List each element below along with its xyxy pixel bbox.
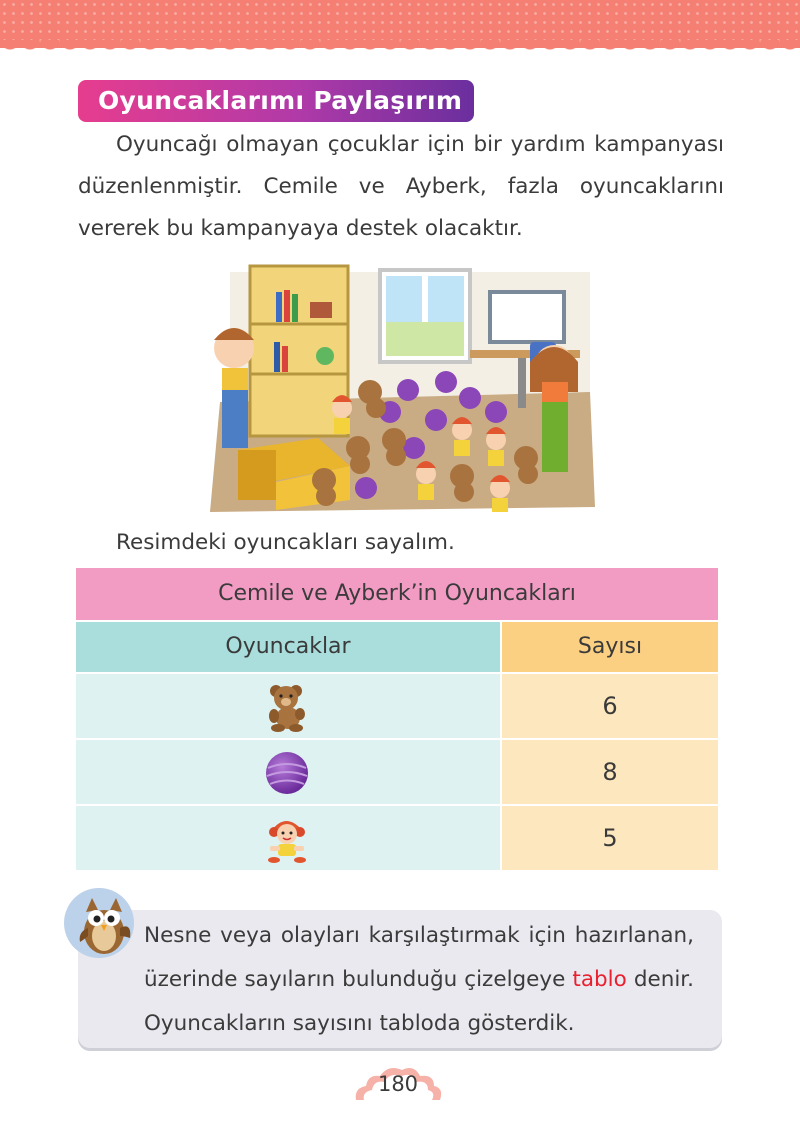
toys-table bbox=[76, 568, 718, 876]
info-text-after: denir. Oyuncakların sayısını tabloda gösterdik. bbox=[144, 967, 695, 1036]
top-scallop-edge bbox=[0, 40, 800, 62]
column-header-toys: Oyuncaklar bbox=[76, 622, 500, 672]
table-row-toy bbox=[76, 806, 500, 870]
column-header-count: Sayısı bbox=[502, 622, 718, 672]
count-instruction: Resimdeki oyuncakları sayalım. bbox=[116, 530, 455, 555]
page-title: Oyuncaklarımı Paylaşırım bbox=[78, 80, 474, 122]
purple-ball-icon bbox=[262, 748, 312, 798]
info-text bbox=[104, 914, 694, 1046]
info-text-before: Nesne veya olayları karşılaştırmak için hazırlanan, üzerinde sayıların bulunduğu çizelgeye bbox=[144, 923, 694, 992]
table-cell-count: 8 bbox=[502, 740, 718, 804]
highlight-term-tablo: tablo bbox=[572, 967, 627, 992]
window bbox=[380, 270, 470, 362]
page-number: 180 bbox=[377, 1072, 419, 1096]
doll-icon bbox=[262, 814, 312, 864]
room-illustration bbox=[200, 262, 600, 514]
table-row-toy bbox=[76, 740, 500, 804]
intro-paragraph: Oyuncağı olmayan çocuklar için bir yardım kampanyası düzenlenmiştir. Cemile ve Ayberk, fazla oyuncaklarını vererek bu kampanyaya destek olacaktır. bbox=[78, 132, 724, 241]
table-cell-count: 6 bbox=[502, 674, 718, 738]
table-title: Cemile ve Ayberk’in Oyuncakları bbox=[76, 568, 718, 620]
table-row-toy bbox=[76, 674, 500, 738]
info-text-content bbox=[104, 914, 694, 1046]
teddy-bear-icon bbox=[262, 682, 312, 732]
table-cell-count: 5 bbox=[502, 806, 718, 870]
